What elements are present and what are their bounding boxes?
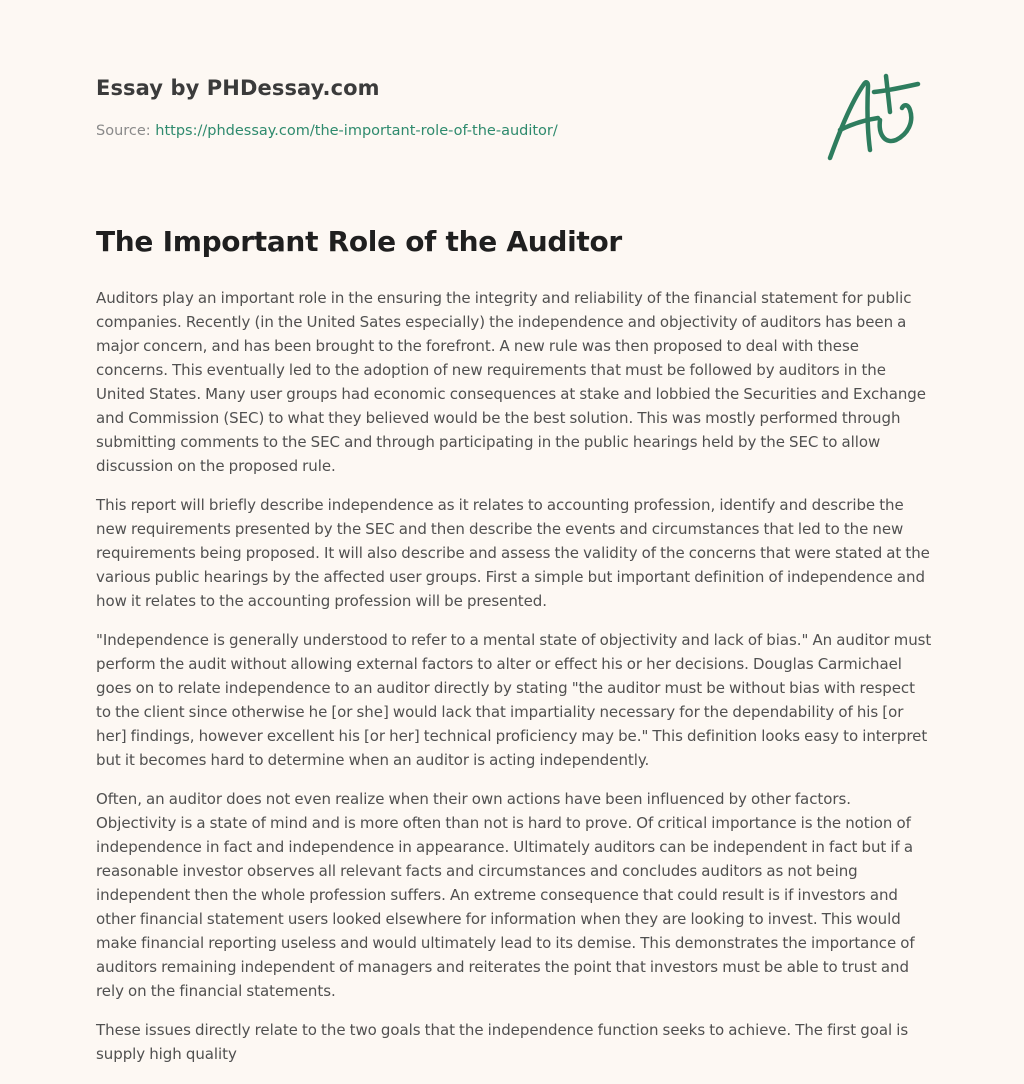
header bbox=[96, 76, 796, 139]
essay-paragraph-3: "Independence is generally understood to refer to a mental state of objectivity and lack of bias." An auditor must perform the audit without allowing external factors to alter or effect his or her decisions. Douglas Carmichael goes on to relate independence to an auditor directly by stating "the auditor must be without bias with respect to the client since otherwise he [or she] would lack that impartiality necessary for the dependability of his [or her] findings, however excellent his [or her] technical proficiency may be." This definition looks easy to interpret but it becomes hard to determine when an auditor is acting independently. bbox=[96, 631, 932, 769]
source-line bbox=[96, 123, 796, 139]
a-plus-grade-icon bbox=[820, 66, 930, 166]
essay-body bbox=[96, 286, 932, 1081]
essay-title: The Important Role of the Auditor bbox=[96, 225, 622, 258]
essay-paragraph-2: This report will briefly describe independence as it relates to accounting profession, identify and describe the new requirements presented by the SEC and then describe the events and circumstances that led to the new requirements being proposed. It will also describe and assess the validity of the concerns that were stated at the various public hearings by the affected user groups. First a simple but important definition of independence and how it relates to the accounting profession will be presented. bbox=[96, 496, 930, 610]
a-plus-logo-graphic bbox=[820, 66, 930, 166]
essay-paragraph-4: Often, an auditor does not even realize when their own actions have been influenced by other factors. Objectivity is a state of mind and is more often than not is hard to prove. Of critical importance is the notion of independence in fact and independence in appearance. Ultimately auditors can be independent in fact but if a reasonable investor observes all relevant facts and circumstances and concludes auditors as not being independent then the whole profession suffers. An extreme consequence that could result is if investors and other financial statement users looked elsewhere for information when they are looking to invest. This would make financial reporting useless and would ultimately lead to its demise. This demonstrates the importance of auditors remaining independent of managers and reiterates the point that investors must be able to trust and rely on the financial statements. bbox=[96, 790, 915, 1000]
site-brand: Essay by PHDessay.com bbox=[96, 76, 380, 100]
source-link[interactable]: https://phdessay.com/the-important-role-of-the-auditor/ bbox=[155, 123, 558, 139]
source-label: Source: bbox=[96, 123, 151, 139]
essay-paragraph-1: Auditors play an important role in the ensuring the integrity and reliability of the financial statement for public companies. Recently (in the United Sates especially) the independence and objectivity of auditors has been a major concern, and has been brought to the forefront. A new rule was then proposed to deal with these concerns. This eventually led to the adoption of new requirements that must be followed by auditors in the United States. Many user groups had economic consequences at stake and lobbied the Securities and Exchange and Commission (SEC) to what they believed would be the best solution. This was mostly performed through submitting comments to the SEC and through participating in the public hearings held by the SEC to allow discussion on the proposed rule. bbox=[96, 289, 926, 475]
essay-paragraph-5: These issues directly relate to the two goals that the independence function seeks to achieve. The first goal is supply high quality bbox=[96, 1021, 909, 1063]
